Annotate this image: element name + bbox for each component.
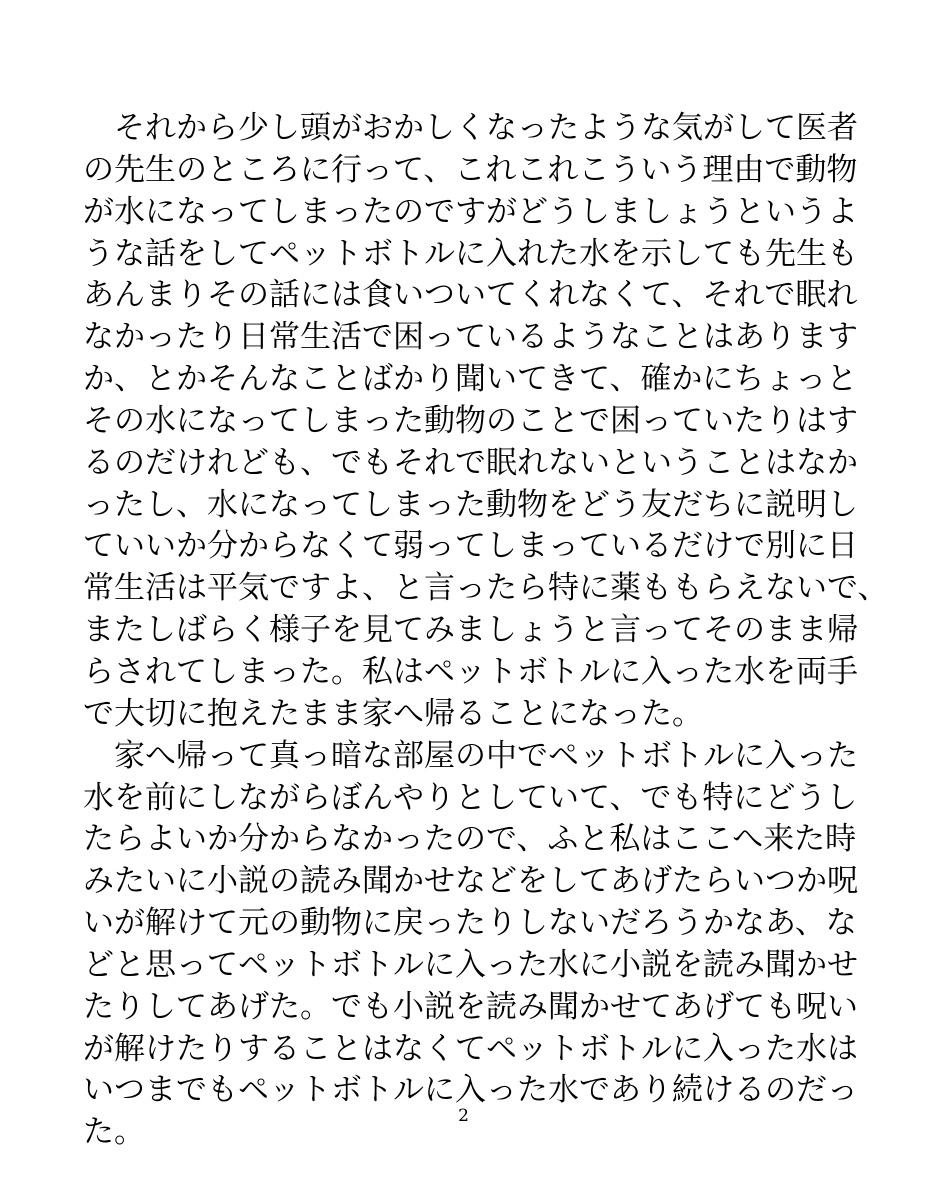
text-line: 常生活は平気ですよ、と言ったら特に薬ももらえないで、 bbox=[83, 570, 889, 607]
text-line: あんまりその話には食いついてくれなくて、それで眠れ bbox=[83, 277, 858, 314]
text-line: 家へ帰って真っ暗な部屋の中でペットボトルに入った bbox=[114, 737, 858, 774]
text-line: が水になってしまったのですがどうしましょうというよ bbox=[83, 193, 858, 230]
page-number: 2 bbox=[458, 1106, 469, 1126]
text-line: その水になってしまった動物のことで困っていたりはす bbox=[83, 402, 858, 439]
text-line: たらよいか分からなかったので、ふと私はここへ来た時 bbox=[83, 821, 857, 858]
text-line: いが解けて元の動物に戻ったりしないだろうかなあ、な bbox=[83, 905, 857, 942]
text-line: いつまでもペットボトルに入った水であり続けるのだっ bbox=[83, 1072, 858, 1109]
text-line: が解けたりすることはなくてペットボトルに入った水は bbox=[83, 1030, 858, 1067]
text-line: ったし、水になってしまった動物をどう友だちに説明し bbox=[83, 486, 858, 523]
text-line: 水を前にしながらぼんやりとしていて、でも特にどうし bbox=[83, 779, 858, 816]
text-line: またしばらく様子を見てみましょうと言ってそのまま帰 bbox=[83, 612, 858, 649]
text-line: の先生のところに行って、これこれこういう理由で動物 bbox=[83, 151, 858, 188]
text-line: みたいに小説の読み聞かせなどをしてあげたらいつか呪 bbox=[83, 863, 858, 900]
text-line: らされてしまった。私はペットボトルに入った水を両手 bbox=[83, 653, 858, 690]
text-line: ていいか分からなくて弱ってしまっているだけで別に日 bbox=[83, 528, 858, 565]
text-line: るのだけれども、でもそれで眠れないということはなか bbox=[83, 444, 858, 481]
text-line: それから少し頭がおかしくなったような気がして医者 bbox=[114, 110, 858, 146]
document-body bbox=[83, 108, 889, 1154]
text-line: か、とかそんなことばかり聞いてきて、確かにちょっと bbox=[83, 361, 858, 398]
text-line: で大切に抱えたまま家へ帰ることになった。 bbox=[83, 695, 703, 732]
text-line: たりしてあげた。でも小説を読み聞かせてあげても呪い bbox=[83, 988, 858, 1025]
text-line: た。 bbox=[83, 1114, 145, 1151]
text-line: うな話をしてペットボトルに入れた水を示しても先生も bbox=[83, 235, 858, 272]
text-line: なかったり日常生活で困っているようなことはあります bbox=[83, 319, 858, 356]
text-line: どと思ってペットボトルに入った水に小説を読み聞かせ bbox=[83, 946, 858, 983]
